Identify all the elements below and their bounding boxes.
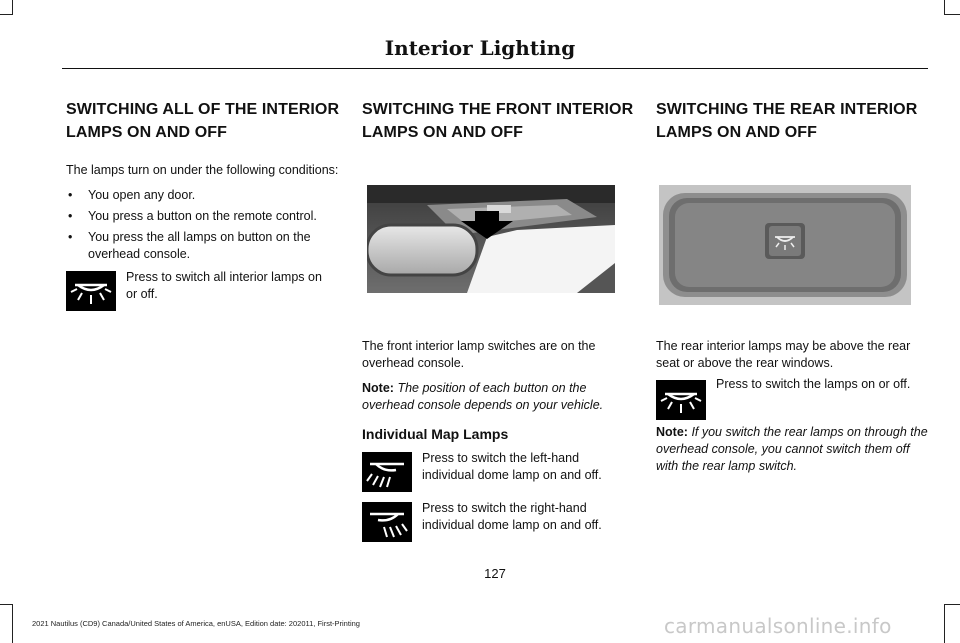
- crop-mark: [12, 604, 13, 643]
- section-front-lamps: [362, 98, 640, 144]
- watermark: carmanualsonline.info: [664, 614, 892, 638]
- note: Note: The position of each button on the overhead console depends on your vehicle.: [362, 381, 604, 412]
- icon-description: Press to switch the left-hand individual dome lamp on and off.: [422, 451, 602, 482]
- section-heading: SWITCHING ALL OF THE INTERIOR LAMPS ON AND OFF: [66, 101, 340, 141]
- dome-lamp-all-icon: [66, 271, 116, 311]
- crop-mark: [12, 0, 13, 15]
- edition-info: 2021 Nautilus (CD9) Canada/United States of America, enUSA, Edition date: 202011, First-Printing: [32, 619, 360, 628]
- list-item: • You open any door.: [68, 188, 196, 202]
- page-title: Interior Lighting: [384, 36, 576, 60]
- map-lamp-right-icon: [362, 502, 412, 542]
- intro-text: The lamps turn on under the following conditions:: [66, 163, 339, 177]
- icon-description: Press to switch the right-hand individual dome lamp on and off.: [422, 501, 602, 532]
- section-all-lamps: [66, 98, 344, 321]
- crop-mark: [944, 0, 945, 15]
- list-item: • You press the all lamps on button on the overhead console.: [68, 230, 311, 261]
- crop-mark: [944, 14, 960, 15]
- body-text: The rear interior lamps may be above the rear seat or above the rear windows.: [656, 339, 911, 370]
- note: Note: If you switch the rear lamps on through the overhead console, you cannot switch them off with the rear lamp switch.: [656, 425, 928, 473]
- crop-mark: [944, 604, 960, 605]
- section-heading: SWITCHING THE FRONT INTERIOR LAMPS ON AND OFF: [362, 101, 634, 141]
- subheading: Individual Map Lamps: [362, 426, 509, 442]
- overhead-console-photo: [367, 185, 615, 293]
- crop-mark: [0, 14, 12, 15]
- page-number: 127: [484, 566, 506, 581]
- section-heading: SWITCHING THE REAR INTERIOR LAMPS ON AND OFF: [656, 101, 918, 141]
- dome-lamp-rear-icon: [656, 380, 706, 420]
- icon-description: Press to switch the lamps on or off.: [716, 377, 911, 391]
- map-lamp-left-icon: [362, 452, 412, 492]
- body-text: The front interior lamp switches are on the overhead console.: [362, 339, 596, 370]
- section-rear-lamps: [656, 98, 934, 144]
- crop-mark: [0, 604, 12, 605]
- rear-lamp-switch-photo: [659, 185, 911, 305]
- icon-description: Press to switch all interior lamps on or off.: [126, 270, 322, 301]
- list-item: • You press a button on the remote control.: [68, 209, 317, 223]
- header-divider: [62, 68, 928, 69]
- crop-mark: [944, 604, 945, 643]
